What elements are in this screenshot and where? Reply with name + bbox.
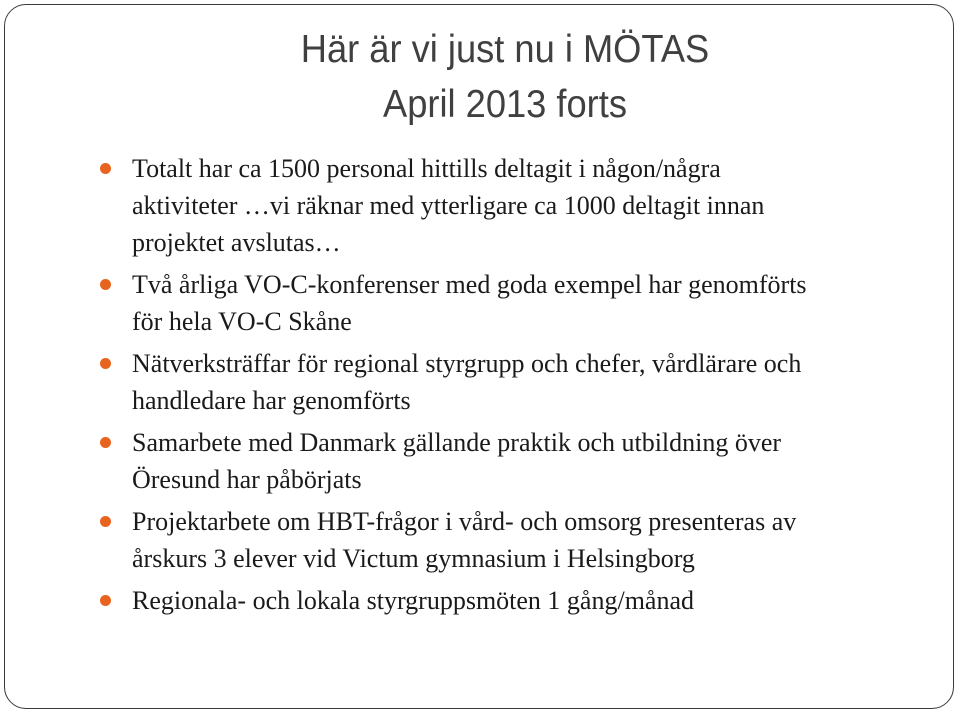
bullet-item [100, 266, 900, 340]
bullet-item [100, 424, 900, 498]
bullet-text: Projektarbete om HBT-frågor i vård- och omsorg presenteras av årskurs 3 elever vid Victum gymnasium i Helsingborg [132, 507, 797, 573]
bullet-list [100, 150, 900, 624]
bullet-dot-icon [100, 595, 111, 606]
bullet-text: Två årliga VO-C-konferenser med goda exempel har genomförts för hela VO-C Skåne [132, 270, 807, 336]
slide-title [35, 22, 960, 132]
bullet-dot-icon [100, 163, 111, 174]
bullet-text: Totalt har ca 1500 personal hittills deltagit i någon/några aktiviteter …vi räknar med ytterligare ca 1000 deltagit innan projektet avslutas… [132, 154, 765, 257]
bullet-text: Nätverksträffar för regional styrgrupp och chefer, vårdlärare och handledare har genomförts [132, 349, 802, 415]
slide-title-line-2: April 2013 forts [383, 83, 627, 126]
bullet-item [100, 345, 900, 419]
bullet-text: Regionala- och lokala styrgruppsmöten 1 gång/månad [132, 586, 694, 615]
bullet-dot-icon [100, 358, 111, 369]
bullet-text: Samarbete med Danmark gällande praktik och utbildning över Öresund har påbörjats [132, 428, 782, 494]
bullet-dot-icon [100, 279, 111, 290]
bullet-item [100, 150, 900, 261]
bullet-dot-icon [100, 437, 111, 448]
bullet-item [100, 503, 900, 577]
bullet-item [100, 582, 900, 619]
slide-title-line-1: Här är vi just nu i MÖTAS [300, 28, 710, 71]
bullet-dot-icon [100, 516, 111, 527]
